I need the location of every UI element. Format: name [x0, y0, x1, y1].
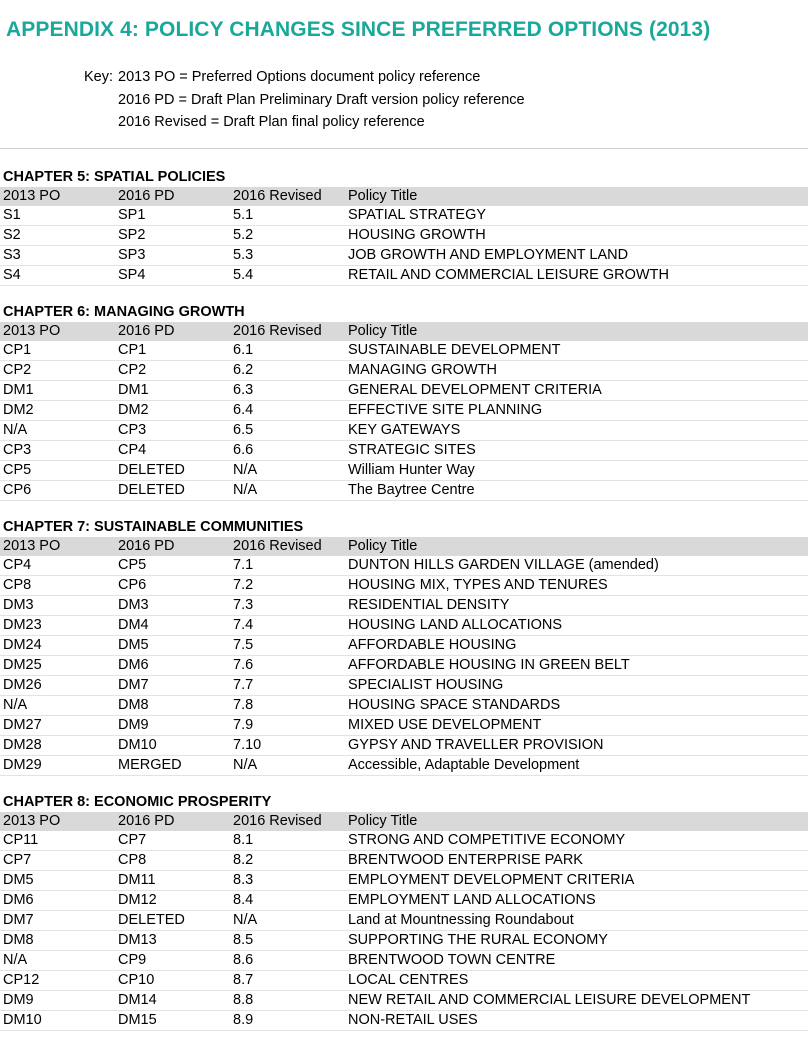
table-cell: DM5	[0, 871, 115, 891]
table-cell: 7.2	[230, 576, 345, 596]
table-cell: N/A	[0, 696, 115, 716]
table-cell: DM27	[0, 716, 115, 736]
table-cell: 5.3	[230, 246, 345, 266]
table-row	[0, 911, 808, 931]
table-cell: N/A	[230, 911, 345, 931]
column-header: 2013 PO	[3, 538, 61, 554]
table-cell: N/A	[0, 951, 115, 971]
table-cell: SP3	[115, 246, 230, 266]
table-cell: DM14	[115, 991, 230, 1011]
table-cell: GYPSY AND TRAVELLER PROVISION	[345, 736, 808, 756]
table-cell: 7.1	[230, 556, 345, 576]
table-header-row	[0, 812, 808, 831]
key-line: 2013 PO = Preferred Options document policy reference	[118, 69, 481, 85]
table-cell: HOUSING SPACE STANDARDS	[345, 696, 808, 716]
table-cell: MANAGING GROWTH	[345, 361, 808, 381]
table-cell: 8.2	[230, 851, 345, 871]
table-cell: AFFORDABLE HOUSING IN GREEN BELT	[345, 656, 808, 676]
key-label: Key:	[84, 69, 114, 85]
key-line: 2016 Revised = Draft Plan final policy reference	[118, 114, 425, 130]
table-row	[0, 636, 808, 656]
table-cell: 8.4	[230, 891, 345, 911]
table-cell: 5.2	[230, 226, 345, 246]
table-cell: DM2	[115, 401, 230, 421]
table-cell: DM10	[115, 736, 230, 756]
table-row	[0, 931, 808, 951]
table-cell: N/A	[230, 461, 345, 481]
table-cell: CP9	[115, 951, 230, 971]
table-cell: SPATIAL STRATEGY	[345, 206, 808, 226]
table-cell: DM8	[115, 696, 230, 716]
chapter-section	[0, 168, 808, 286]
chapter-title: CHAPTER 8: ECONOMIC PROSPERITY	[3, 794, 272, 810]
column-header: 2016 PD	[118, 323, 175, 339]
table-cell: STRATEGIC SITES	[345, 441, 808, 461]
table-cell: William Hunter Way	[345, 461, 808, 481]
table-cell: 6.5	[230, 421, 345, 441]
table-cell: SUPPORTING THE RURAL ECONOMY	[345, 931, 808, 951]
table-row	[0, 716, 808, 736]
table-cell: DM25	[0, 656, 115, 676]
table-cell: HOUSING GROWTH	[345, 226, 808, 246]
table-cell: 7.10	[230, 736, 345, 756]
table-cell: CP1	[0, 341, 115, 361]
table-cell: DM10	[0, 1011, 115, 1031]
divider	[0, 148, 808, 149]
table-cell: 6.3	[230, 381, 345, 401]
table-cell: DELETED	[115, 461, 230, 481]
table-header-row	[0, 187, 808, 206]
table-cell: LOCAL CENTRES	[345, 971, 808, 991]
table-row	[0, 401, 808, 421]
table-row	[0, 556, 808, 576]
table-cell: CP2	[0, 361, 115, 381]
table-cell: STRONG AND COMPETITIVE ECONOMY	[345, 831, 808, 851]
table-cell: DM5	[115, 636, 230, 656]
table-cell: DM9	[115, 716, 230, 736]
page-title: APPENDIX 4: POLICY CHANGES SINCE PREFERRED OPTIONS (2013)	[6, 18, 711, 41]
table-cell: DM3	[115, 596, 230, 616]
table-row	[0, 441, 808, 461]
table-row	[0, 851, 808, 871]
table-cell: 6.1	[230, 341, 345, 361]
column-header: 2016 Revised	[233, 188, 322, 204]
table-cell: CP5	[0, 461, 115, 481]
table-cell: 8.1	[230, 831, 345, 851]
column-header: Policy Title	[348, 538, 418, 554]
table-cell: 8.5	[230, 931, 345, 951]
table-cell: 6.2	[230, 361, 345, 381]
table-cell: KEY GATEWAYS	[345, 421, 808, 441]
table-cell: RESIDENTIAL DENSITY	[345, 596, 808, 616]
table-row	[0, 676, 808, 696]
chapter-title: CHAPTER 5: SPATIAL POLICIES	[3, 169, 226, 185]
policy-table	[0, 322, 808, 501]
table-cell: 5.4	[230, 266, 345, 286]
table-cell: EMPLOYMENT LAND ALLOCATIONS	[345, 891, 808, 911]
table-cell: DM4	[115, 616, 230, 636]
table-cell: SP4	[115, 266, 230, 286]
table-header-row	[0, 537, 808, 556]
table-cell: CP6	[0, 481, 115, 501]
chapter-title: CHAPTER 6: MANAGING GROWTH	[3, 304, 245, 320]
chapter-section	[0, 303, 808, 501]
table-cell: HOUSING MIX, TYPES AND TENURES	[345, 576, 808, 596]
table-row	[0, 951, 808, 971]
table-row	[0, 616, 808, 636]
table-cell: DELETED	[115, 481, 230, 501]
key-line: 2016 PD = Draft Plan Preliminary Draft version policy reference	[118, 91, 525, 108]
key-legend	[84, 66, 525, 134]
table-row	[0, 736, 808, 756]
table-cell: SP1	[115, 206, 230, 226]
table-cell: DM8	[0, 931, 115, 951]
table-row	[0, 421, 808, 441]
table-cell: 7.4	[230, 616, 345, 636]
table-cell: Accessible, Adaptable Development	[345, 756, 808, 776]
column-header: 2013 PO	[3, 813, 61, 829]
policy-table	[0, 537, 808, 776]
table-cell: SUSTAINABLE DEVELOPMENT	[345, 341, 808, 361]
table-cell: 8.3	[230, 871, 345, 891]
table-cell: DM3	[0, 596, 115, 616]
table-cell: MIXED USE DEVELOPMENT	[345, 716, 808, 736]
table-cell: 7.6	[230, 656, 345, 676]
column-header: 2016 Revised	[233, 813, 322, 829]
table-cell: SPECIALIST HOUSING	[345, 676, 808, 696]
table-cell: 7.7	[230, 676, 345, 696]
table-row	[0, 381, 808, 401]
table-cell: DELETED	[115, 911, 230, 931]
table-cell: DM2	[0, 401, 115, 421]
column-header: Policy Title	[348, 323, 418, 339]
table-cell: S2	[0, 226, 115, 246]
table-cell: DM24	[0, 636, 115, 656]
table-cell: 6.4	[230, 401, 345, 421]
table-cell: S4	[0, 266, 115, 286]
table-cell: N/A	[230, 756, 345, 776]
column-header: 2016 Revised	[233, 323, 322, 339]
table-cell: 8.9	[230, 1011, 345, 1031]
table-row	[0, 246, 808, 266]
table-cell: 7.9	[230, 716, 345, 736]
table-cell: CP8	[115, 851, 230, 871]
chapters-container	[0, 168, 808, 1048]
table-cell: SP2	[115, 226, 230, 246]
table-cell: CP4	[0, 556, 115, 576]
table-cell: CP6	[115, 576, 230, 596]
policy-table	[0, 187, 808, 286]
table-cell: NON-RETAIL USES	[345, 1011, 808, 1031]
chapter-section	[0, 793, 808, 1031]
table-row	[0, 341, 808, 361]
table-row	[0, 481, 808, 501]
table-cell: S1	[0, 206, 115, 226]
chapter-section	[0, 518, 808, 776]
policy-table	[0, 812, 808, 1031]
table-cell: CP10	[115, 971, 230, 991]
table-cell: CP1	[115, 341, 230, 361]
table-cell: DM28	[0, 736, 115, 756]
column-header: 2013 PO	[3, 323, 61, 339]
column-header: Policy Title	[348, 813, 418, 829]
table-cell: MERGED	[115, 756, 230, 776]
table-row	[0, 871, 808, 891]
table-cell: DM7	[0, 911, 115, 931]
table-row	[0, 756, 808, 776]
table-cell: EFFECTIVE SITE PLANNING	[345, 401, 808, 421]
table-row	[0, 206, 808, 226]
column-header: 2016 PD	[118, 813, 175, 829]
table-cell: BRENTWOOD TOWN CENTRE	[345, 951, 808, 971]
table-cell: HOUSING LAND ALLOCATIONS	[345, 616, 808, 636]
table-cell: 8.6	[230, 951, 345, 971]
table-cell: The Baytree Centre	[345, 481, 808, 501]
table-cell: CP7	[115, 831, 230, 851]
table-cell: N/A	[230, 481, 345, 501]
table-cell: N/A	[0, 421, 115, 441]
table-cell: DM6	[115, 656, 230, 676]
chapter-title: CHAPTER 7: SUSTAINABLE COMMUNITIES	[3, 519, 304, 535]
table-cell: S3	[0, 246, 115, 266]
table-cell: DUNTON HILLS GARDEN VILLAGE (amended)	[345, 556, 808, 576]
column-header: 2013 PO	[3, 188, 61, 204]
table-cell: DM26	[0, 676, 115, 696]
table-cell: DM29	[0, 756, 115, 776]
table-cell: 7.8	[230, 696, 345, 716]
table-row	[0, 596, 808, 616]
table-header-row	[0, 322, 808, 341]
table-row	[0, 991, 808, 1011]
table-cell: DM12	[115, 891, 230, 911]
table-cell: RETAIL AND COMMERCIAL LEISURE GROWTH	[345, 266, 808, 286]
table-row	[0, 696, 808, 716]
table-row	[0, 576, 808, 596]
table-cell: AFFORDABLE HOUSING	[345, 636, 808, 656]
table-cell: DM6	[0, 891, 115, 911]
table-row	[0, 361, 808, 381]
table-row	[0, 226, 808, 246]
table-cell: DM7	[115, 676, 230, 696]
table-cell: DM15	[115, 1011, 230, 1031]
table-cell: CP4	[115, 441, 230, 461]
table-row	[0, 831, 808, 851]
table-cell: DM9	[0, 991, 115, 1011]
table-cell: CP7	[0, 851, 115, 871]
column-header: 2016 PD	[118, 538, 175, 554]
table-cell: JOB GROWTH AND EMPLOYMENT LAND	[345, 246, 808, 266]
table-cell: CP8	[0, 576, 115, 596]
table-cell: 7.5	[230, 636, 345, 656]
table-cell: GENERAL DEVELOPMENT CRITERIA	[345, 381, 808, 401]
table-cell: CP3	[115, 421, 230, 441]
table-row	[0, 461, 808, 481]
table-row	[0, 1011, 808, 1031]
table-cell: DM1	[115, 381, 230, 401]
table-cell: DM23	[0, 616, 115, 636]
table-cell: NEW RETAIL AND COMMERCIAL LEISURE DEVELOPMENT	[345, 991, 808, 1011]
table-cell: DM1	[0, 381, 115, 401]
table-cell: DM11	[115, 871, 230, 891]
table-row	[0, 266, 808, 286]
table-cell: 8.7	[230, 971, 345, 991]
table-cell: CP2	[115, 361, 230, 381]
column-header: 2016 PD	[118, 188, 175, 204]
column-header: Policy Title	[348, 188, 418, 204]
table-row	[0, 891, 808, 911]
table-cell: 7.3	[230, 596, 345, 616]
table-cell: Land at Mountnessing Roundabout	[345, 911, 808, 931]
column-header: 2016 Revised	[233, 538, 322, 554]
table-cell: CP3	[0, 441, 115, 461]
table-cell: CP5	[115, 556, 230, 576]
table-cell: 8.8	[230, 991, 345, 1011]
table-row	[0, 656, 808, 676]
table-cell: CP11	[0, 831, 115, 851]
table-cell: EMPLOYMENT DEVELOPMENT CRITERIA	[345, 871, 808, 891]
table-cell: CP12	[0, 971, 115, 991]
table-cell: DM13	[115, 931, 230, 951]
table-cell: 5.1	[230, 206, 345, 226]
table-row	[0, 971, 808, 991]
table-cell: BRENTWOOD ENTERPRISE PARK	[345, 851, 808, 871]
table-cell: 6.6	[230, 441, 345, 461]
